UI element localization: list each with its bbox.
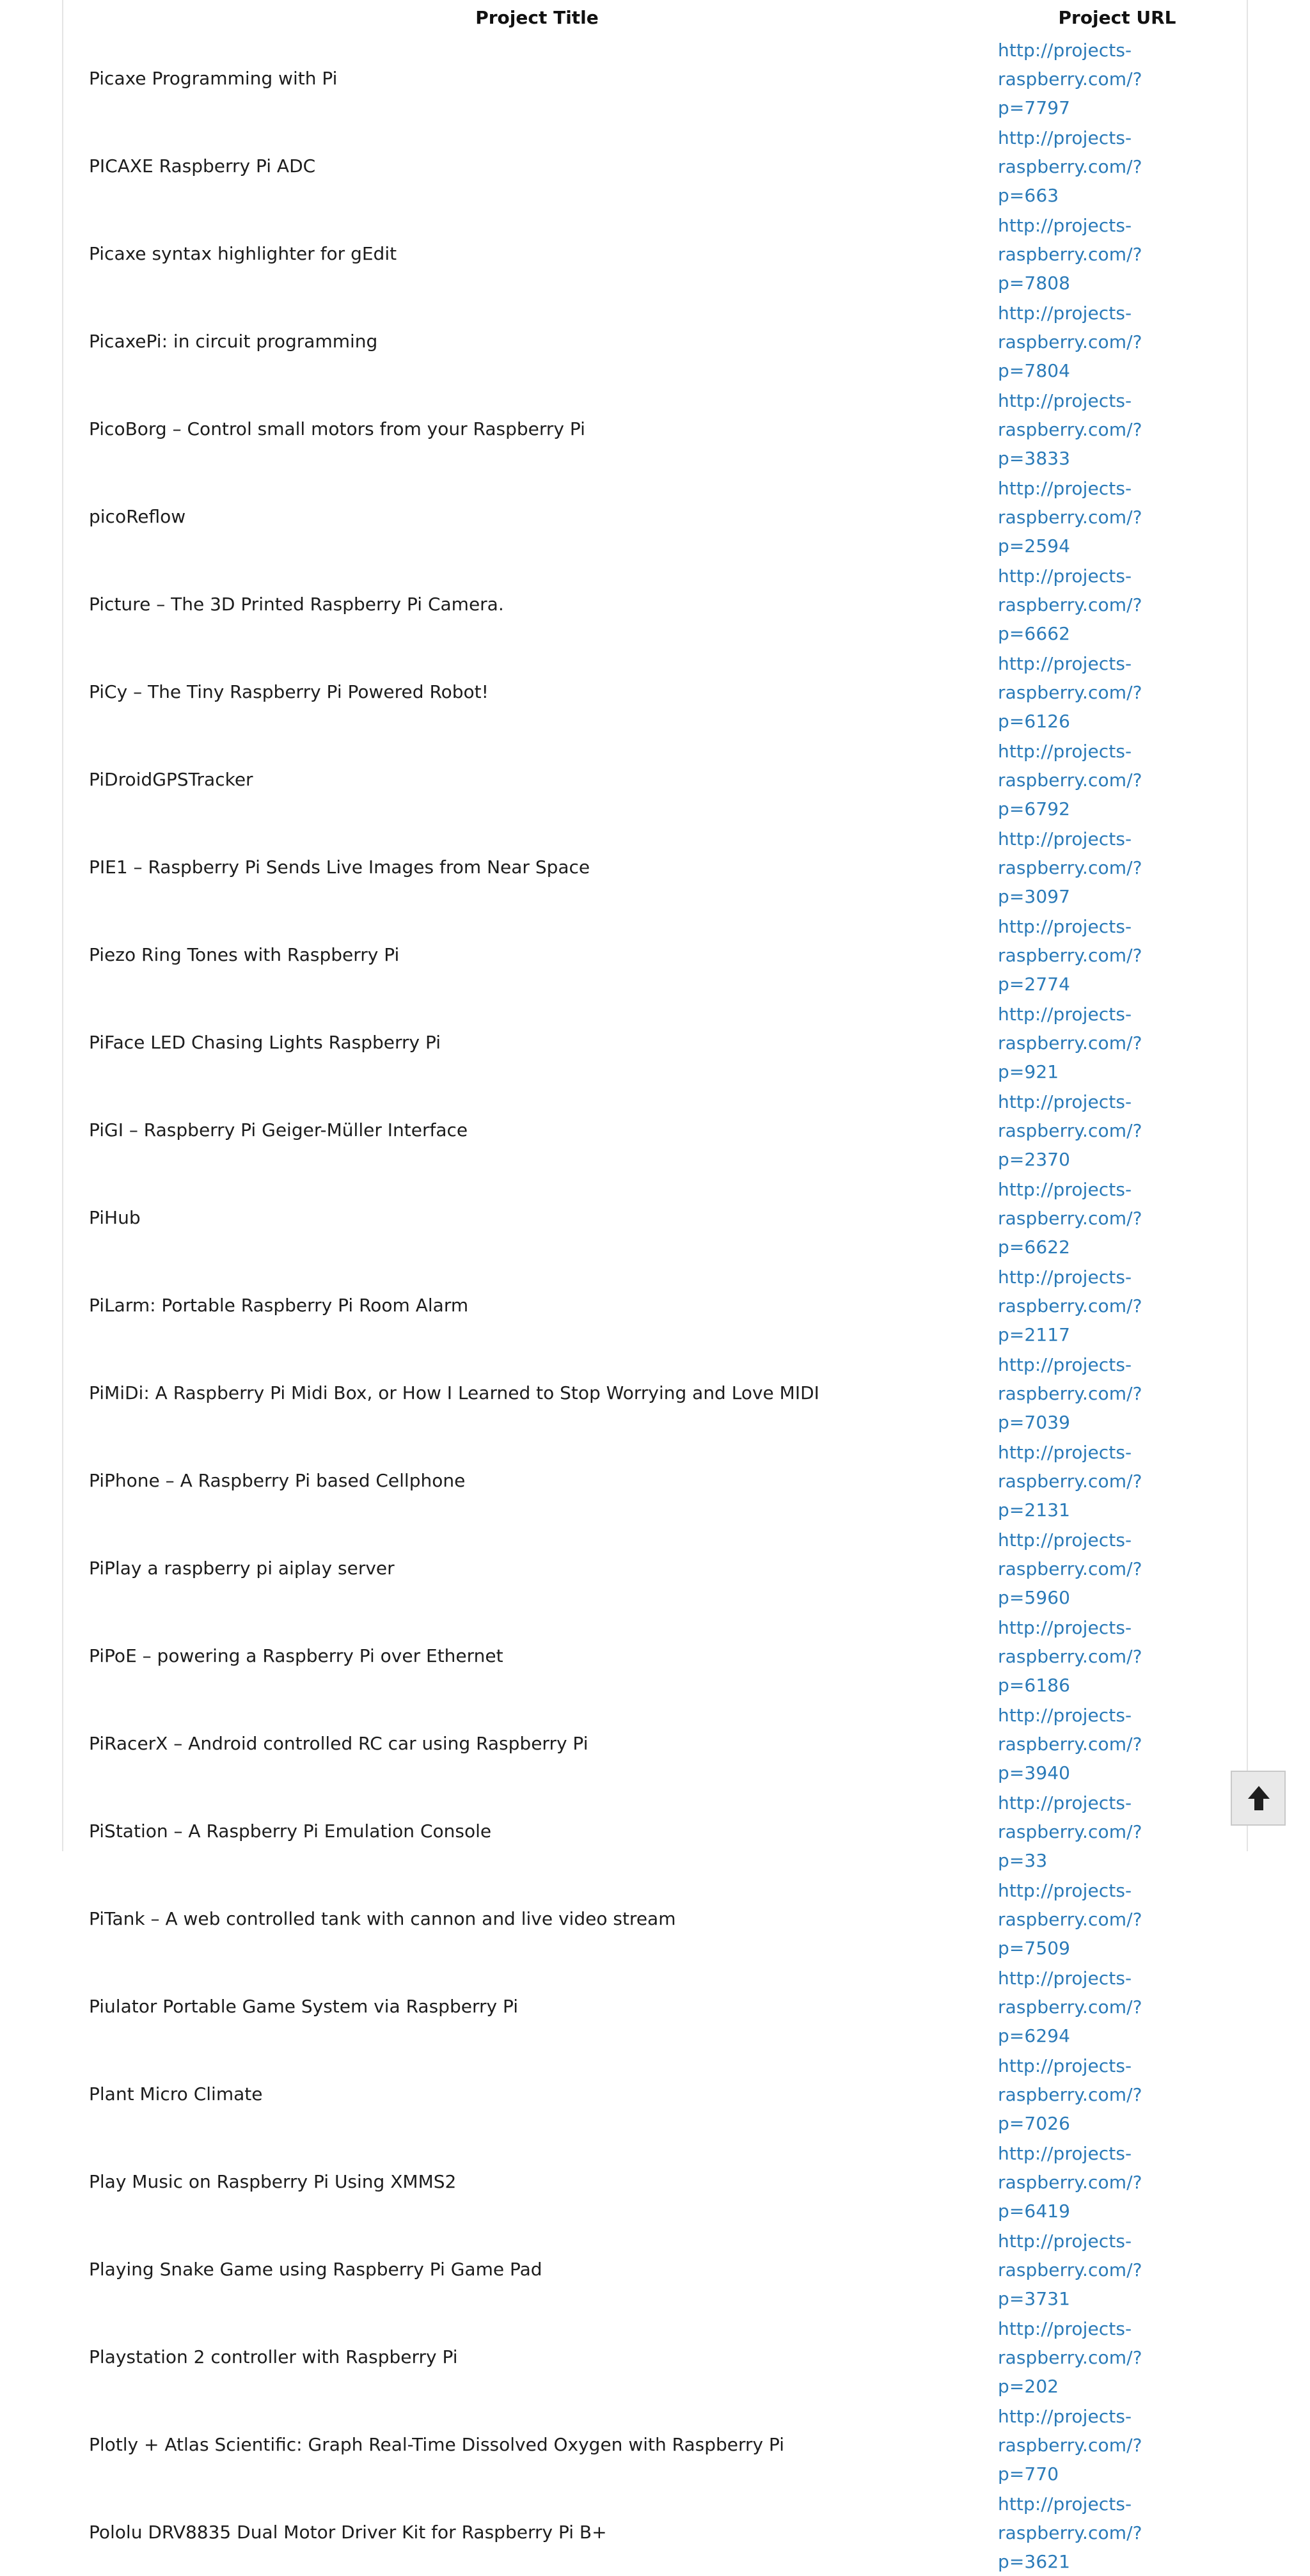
project-title-cell: PiTank – A web controlled tank with cannon and live video stream xyxy=(89,1908,676,1929)
project-url-cell xyxy=(998,385,1236,473)
project-title-cell: Pololu DRV8835 Dual Motor Driver Kit for Raspberry Pi B+ xyxy=(89,2522,607,2543)
project-url-link-query[interactable]: p=6419 xyxy=(998,2201,1071,2222)
project-title-cell: Plotly + Atlas Scientific: Graph Real-Time Dissolved Oxygen with Raspberry Pi xyxy=(89,2434,785,2455)
project-url-link-query[interactable]: p=6622 xyxy=(998,1237,1071,1258)
project-title-cell: PiRacerX – Android controlled RC car using Raspberry Pi xyxy=(89,1733,588,1754)
project-url-link[interactable]: http://projects-raspberry.com/? xyxy=(998,1617,1142,1667)
table-body xyxy=(76,35,1236,2576)
project-url-cell xyxy=(998,473,1236,560)
project-title-cell: PicoBorg – Control small motors from your Raspberry Pi xyxy=(89,418,585,439)
table-row xyxy=(76,122,1236,210)
table-row xyxy=(76,2401,1236,2488)
project-url-link-query[interactable]: p=3940 xyxy=(998,1762,1071,1783)
table-row xyxy=(76,560,1236,648)
table-row xyxy=(76,1086,1236,1174)
table-row xyxy=(76,1174,1236,1261)
header-project-title: Project Title xyxy=(475,6,599,28)
header-row xyxy=(76,0,1236,35)
project-url-link[interactable]: http://projects-raspberry.com/? xyxy=(998,1179,1142,1229)
project-title-cell: Piulator Portable Game System via Raspberry Pi xyxy=(89,1996,518,2017)
project-title-cell: PiHub xyxy=(89,1207,141,1228)
project-url-link[interactable]: http://projects-raspberry.com/? xyxy=(998,1792,1142,1842)
project-url-link[interactable]: http://projects-raspberry.com/? xyxy=(998,2231,1142,2280)
project-title-cell: PiFace LED Chasing Lights Raspberry Pi xyxy=(89,1032,441,1053)
project-title-cell: PiDroidGPSTracker xyxy=(89,769,253,790)
project-url-link[interactable]: http://projects-raspberry.com/? xyxy=(998,2055,1142,2105)
project-url-link-query[interactable]: p=2131 xyxy=(998,1499,1071,1521)
project-url-link[interactable]: http://projects-raspberry.com/? xyxy=(998,1442,1142,1492)
project-url-link-query[interactable]: p=3621 xyxy=(998,2551,1071,2572)
project-url-cell xyxy=(998,2225,1236,2313)
project-url-link[interactable]: http://projects-raspberry.com/? xyxy=(998,741,1142,791)
table-header xyxy=(76,0,1236,35)
project-url-link[interactable]: http://projects-raspberry.com/? xyxy=(998,127,1142,177)
project-url-cell xyxy=(998,2401,1236,2488)
project-url-link[interactable]: http://projects-raspberry.com/? xyxy=(998,2318,1142,2368)
project-url-link[interactable]: http://projects-raspberry.com/? xyxy=(998,1705,1142,1755)
project-url-cell xyxy=(998,1524,1236,1612)
project-title-cell: PiPlay a raspberry pi aiplay server xyxy=(89,1558,395,1579)
table-row xyxy=(76,35,1236,122)
project-url-cell xyxy=(998,823,1236,911)
project-url-link[interactable]: http://projects-raspberry.com/? xyxy=(998,1968,1142,2018)
arrow-up-icon xyxy=(1247,1785,1271,1812)
project-title-cell: Picture – The 3D Printed Raspberry Pi Camera. xyxy=(89,594,504,615)
project-title-cell: Playing Snake Game using Raspberry Pi Game Pad xyxy=(89,2259,542,2280)
table-row xyxy=(76,1787,1236,1875)
project-url-cell xyxy=(998,1875,1236,1963)
page-content xyxy=(62,0,1248,2572)
project-url-link[interactable]: http://projects-raspberry.com/? xyxy=(998,2143,1142,2193)
project-url-link-query[interactable]: p=3833 xyxy=(998,448,1071,469)
project-url-cell xyxy=(998,911,1236,999)
project-url-link[interactable]: http://projects-raspberry.com/? xyxy=(998,565,1142,615)
project-url-link[interactable]: http://projects-raspberry.com/? xyxy=(998,390,1142,440)
project-title-cell: PicaxePi: in circuit programming xyxy=(89,331,378,352)
project-url-link-query[interactable]: p=7804 xyxy=(998,360,1071,381)
project-url-link[interactable]: http://projects-raspberry.com/? xyxy=(998,215,1142,265)
project-title-cell: PIE1 – Raspberry Pi Sends Live Images from Near Space xyxy=(89,857,590,878)
table-row xyxy=(76,1524,1236,1612)
project-url-cell xyxy=(998,2050,1236,2138)
project-title-cell: Playstation 2 controller with Raspberry Pi xyxy=(89,2346,458,2367)
project-url-cell xyxy=(998,2313,1236,2401)
project-url-cell xyxy=(998,1086,1236,1174)
project-url-link-query[interactable]: p=6662 xyxy=(998,623,1071,644)
project-url-cell xyxy=(998,2488,1236,2576)
project-title-cell: Plant Micro Climate xyxy=(89,2083,263,2105)
project-url-cell xyxy=(998,736,1236,823)
project-url-cell xyxy=(998,210,1236,297)
project-title-cell: PiPoE – powering a Raspberry Pi over Ethernet xyxy=(89,1645,503,1666)
projects-table xyxy=(76,0,1236,2576)
project-url-link-query[interactable]: p=2370 xyxy=(998,1149,1071,1170)
table-row xyxy=(76,1875,1236,1963)
project-url-cell xyxy=(998,560,1236,648)
project-title-cell: PiMiDi: A Raspberry Pi Midi Box, or How I Learned to Stop Worrying and Love MIDI xyxy=(89,1382,819,1403)
project-url-cell xyxy=(998,2138,1236,2225)
table-row xyxy=(76,210,1236,297)
project-url-cell xyxy=(998,1349,1236,1437)
project-url-link-query[interactable]: p=7797 xyxy=(998,97,1071,118)
project-title-cell: Play Music on Raspberry Pi Using XMMS2 xyxy=(89,2171,457,2192)
project-title-cell: PICAXE Raspberry Pi ADC xyxy=(89,155,316,177)
project-url-cell xyxy=(998,1700,1236,1787)
project-url-link[interactable]: http://projects-raspberry.com/? xyxy=(998,653,1142,703)
project-title-cell: PiStation – A Raspberry Pi Emulation Console xyxy=(89,1821,492,1842)
project-title-cell: PiPhone – A Raspberry Pi based Cellphone xyxy=(89,1470,466,1491)
project-url-link-query[interactable]: p=3097 xyxy=(998,886,1071,907)
project-title-cell: PiLarm: Portable Raspberry Pi Room Alarm xyxy=(89,1295,469,1316)
project-url-cell xyxy=(998,1174,1236,1261)
project-url-cell xyxy=(998,122,1236,210)
project-title-cell: PiGI – Raspberry Pi Geiger-Müller Interface xyxy=(89,1119,468,1141)
project-url-cell xyxy=(998,1612,1236,1700)
table-row xyxy=(76,648,1236,736)
project-url-link-query[interactable]: p=33 xyxy=(998,1850,1048,1871)
scroll-to-top-button[interactable] xyxy=(1231,1771,1286,1826)
table-row xyxy=(76,1261,1236,1349)
project-url-link-query[interactable]: p=7808 xyxy=(998,273,1071,294)
project-url-link[interactable]: http://projects-raspberry.com/? xyxy=(998,828,1142,878)
project-url-link[interactable]: http://projects-raspberry.com/? xyxy=(998,916,1142,966)
table-row xyxy=(76,385,1236,473)
table-row xyxy=(76,2488,1236,2576)
project-title-cell: PiCy – The Tiny Raspberry Pi Powered Robot! xyxy=(89,681,489,702)
project-url-link[interactable]: http://projects-raspberry.com/? xyxy=(998,478,1142,528)
table-row xyxy=(76,1437,1236,1524)
project-url-link[interactable]: http://projects-raspberry.com/? xyxy=(998,40,1142,90)
project-url-cell xyxy=(998,648,1236,736)
project-url-link-query[interactable]: p=3731 xyxy=(998,2288,1071,2309)
table-row xyxy=(76,823,1236,911)
project-url-link[interactable]: http://projects-raspberry.com/? xyxy=(998,1880,1142,1930)
project-url-cell xyxy=(998,297,1236,385)
project-url-link-query[interactable]: p=921 xyxy=(998,1061,1059,1082)
project-title-cell: Picaxe Programming with Pi xyxy=(89,68,338,89)
table-row xyxy=(76,2138,1236,2225)
table-row xyxy=(76,2313,1236,2401)
project-url-link-query[interactable]: p=7039 xyxy=(998,1412,1071,1433)
project-url-link[interactable]: http://projects-raspberry.com/? xyxy=(998,2406,1142,2456)
project-url-cell xyxy=(998,1787,1236,1875)
table-row xyxy=(76,999,1236,1086)
project-url-link[interactable]: http://projects-raspberry.com/? xyxy=(998,1354,1142,1404)
project-url-cell xyxy=(998,999,1236,1086)
project-url-link-query[interactable]: p=770 xyxy=(998,2463,1059,2485)
project-url-link-query[interactable]: p=6126 xyxy=(998,711,1071,732)
table-row xyxy=(76,911,1236,999)
project-url-link[interactable]: http://projects-raspberry.com/? xyxy=(998,2493,1142,2543)
project-url-cell xyxy=(998,1261,1236,1349)
project-url-cell xyxy=(998,35,1236,122)
project-url-link-query[interactable]: p=6792 xyxy=(998,798,1071,819)
project-url-link-query[interactable]: p=7026 xyxy=(998,2113,1071,2134)
project-url-link-query[interactable]: p=2774 xyxy=(998,974,1071,995)
project-url-link[interactable]: http://projects-raspberry.com/? xyxy=(998,1267,1142,1316)
table-row xyxy=(76,1700,1236,1787)
header-project-url: Project URL xyxy=(1058,6,1176,28)
table-row xyxy=(76,1349,1236,1437)
project-url-link-query[interactable]: p=6186 xyxy=(998,1675,1071,1696)
project-url-link-query[interactable]: p=6294 xyxy=(998,2025,1071,2046)
project-url-link-query[interactable]: p=7509 xyxy=(998,1938,1071,1959)
table-row xyxy=(76,2225,1236,2313)
table-row xyxy=(76,1963,1236,2050)
project-url-cell xyxy=(998,1437,1236,1524)
project-url-link-query[interactable]: p=202 xyxy=(998,2376,1059,2397)
project-url-link[interactable]: http://projects-raspberry.com/? xyxy=(998,303,1142,352)
project-url-link-query[interactable]: p=5960 xyxy=(998,1587,1071,1608)
project-url-link[interactable]: http://projects-raspberry.com/? xyxy=(998,1004,1142,1054)
table-row xyxy=(76,736,1236,823)
table-row xyxy=(76,1612,1236,1700)
project-url-link-query[interactable]: p=2594 xyxy=(998,535,1071,557)
project-url-link[interactable]: http://projects-raspberry.com/? xyxy=(998,1091,1142,1141)
project-title-cell: Piezo Ring Tones with Raspberry Pi xyxy=(89,944,400,965)
table-row xyxy=(76,2050,1236,2138)
table-row xyxy=(76,473,1236,560)
project-url-cell xyxy=(998,1963,1236,2050)
project-url-link-query[interactable]: p=2117 xyxy=(998,1324,1071,1345)
project-url-link-query[interactable]: p=663 xyxy=(998,185,1059,206)
project-title-cell: picoReflow xyxy=(89,506,186,527)
project-url-link[interactable]: http://projects-raspberry.com/? xyxy=(998,1529,1142,1579)
project-title-cell: Picaxe syntax highlighter for gEdit xyxy=(89,243,397,264)
table-row xyxy=(76,297,1236,385)
